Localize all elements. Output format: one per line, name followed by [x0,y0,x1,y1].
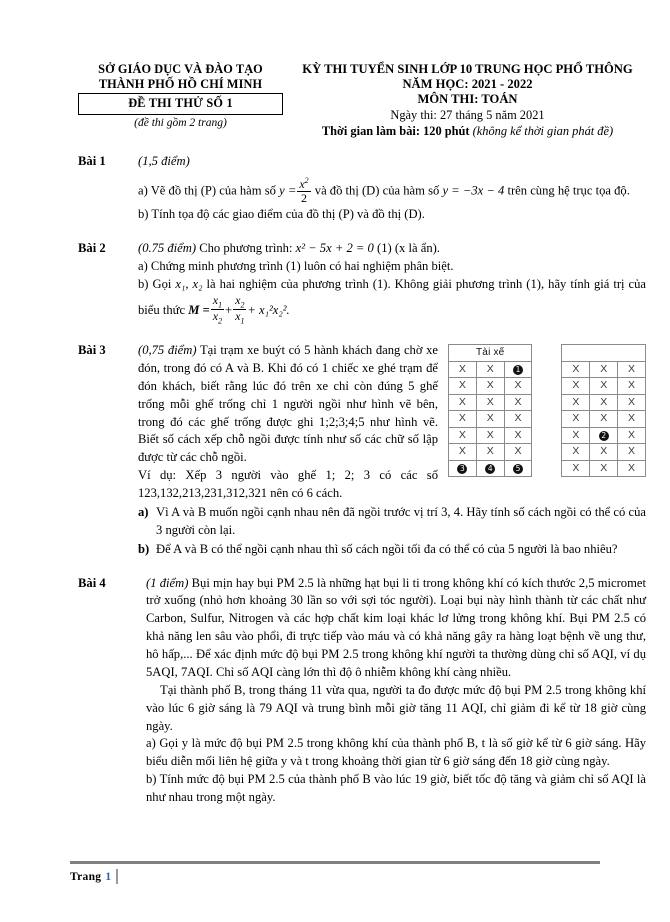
exam-duration-note: (không kể thời gian phát đề) [472,124,614,139]
seat-left-r1c2: X [476,361,504,378]
seatmap-aisle-cell [532,378,562,395]
driver-label-cell: Tài xế [449,345,532,362]
seat-left-r5c2: X [476,427,504,444]
problem-bai3-subquestions [138,504,646,559]
seatmap-aisle-cell [532,460,562,477]
bai3-sub-b-text: Để A và B có thể ngồi cạnh nhau thì số cách ngồi tối đa có thể có của 5 người là bao nhiêu? [156,541,618,556]
seat-right-r3c3: X [618,394,646,411]
seat-left-r3c3: X [504,394,532,411]
problem-bai4-paragraph-2: Tại thành phố B, trong tháng 11 vừa qua, người ta đo được mức độ bụi PM 2.5 trong không khí vào lúc 6 giờ sáng là 79 AQI và trung bình mỗi giờ tăng 11 AQI, chỉ giảm đi kể từ 18 giờ cùng ngày. [146,682,646,733]
seatmap-row [449,378,646,395]
bai2-b-tail: + x₁²x₂². [247,302,290,317]
bai2-b-pre: b) Gọi [138,276,172,291]
exam-date: Ngày thi: 27 tháng 5 năm 2021 [390,108,545,123]
bai2-b-fraction-1-numerator: $x_1$ [212,292,223,310]
exam-code-box: ĐỀ THI THỬ SỐ 1 [78,93,283,115]
footer-content [70,869,610,884]
seatmap-row [449,444,646,461]
problem-bai4 [78,575,646,807]
seat-right-r6c1: X [562,444,590,461]
bai1-a-mid: và đồ thị (D) của hàm số [314,183,440,198]
problem-bai2-part-a: a) Chứng minh phương trình (1) luôn có hai nghiệm phân biệt. [138,258,454,273]
seat-number-3: 3 [457,464,467,474]
seat-left-r7c3 [504,460,532,477]
seat-right-r5c2 [590,427,618,444]
problem-bai1-part-a [138,177,646,204]
problem-bai1-part-b: b) Tính tọa độ các giao điểm của đồ thị (P) và đồ thị (D). [138,207,425,222]
seat-right-r4c1: X [562,411,590,428]
seatmap-top-right-empty [562,345,646,362]
seat-number-2: 2 [599,431,609,441]
seat-left-r6c3: X [504,444,532,461]
seat-left-r4c1: X [449,411,477,428]
bai4-p1-text: Bụi mịn hay bụi PM 2.5 là những hạt bụi li ti trong không khí có kích thước 2,5 micromet trở xuống (nhỏ hơn khoảng 30 lần so với sợi tóc người). Loại bụi này hình thành từ các chất như Carbon, Sulfur, Nitrogen và các hợp chất kim loại khác lơ lửng trong không khí. Bụi PM 2.5 có khả năng len sâu vào phổi, đi trực tiếp vào máu và có khả năng gây ra hàng loạt bệnh về ung thư, hô hấp,... Để xác định mức độ bụi PM 2.5 trong không khí người ta thường dùng chỉ số AQI, ví dụ 5AQI, 7AQI. Chỉ số AQI càng lớn thì độ ô nhiễm không khí càng nhiều. [146,575,646,679]
seat-left-r6c1: X [449,444,477,461]
seatmap-row [449,427,646,444]
bai3-sub-b-marker: b) [138,541,150,556]
seat-left-r7c2 [476,460,504,477]
seat-left-r5c1: X [449,427,477,444]
page-count-note: (đề thi gồm 2 trang) [134,116,227,129]
seat-left-r2c3: X [504,378,532,395]
department-line-2: THÀNH PHỐ HỒ CHÍ MINH [98,76,263,91]
page-footer [70,861,610,884]
problem-bai4-body [146,575,646,807]
bai2-b-fraction-2-numerator: $x_2$ [235,292,245,310]
bai1-a-fraction-denominator: 2 [300,190,307,205]
seat-right-r5c1: X [562,427,590,444]
seatmap-header-row [449,345,646,362]
seat-left-r4c2: X [476,411,504,428]
bai3-intro-text: Tại trạm xe buýt có 5 hành khách đang chờ xe đón, trong đó có A và B. Khi đó có 1 chiếc xe ghé trạm để đón khách, biết rằng lúc đó trên xe chỉ còn đúng 5 ghế trống mỗi ghế trống chỉ 1 người ngồi như hình vẽ bên, trong đó các ghế trống được ghi 1;2;3;4;5 như hình vẽ. Biết số cách xếp chỗ ngồi được tính như số các chữ số lập được từ các chỗ ngồi. [138,343,438,465]
seat-left-r3c1: X [449,394,477,411]
seat-right-r7c2: X [590,460,618,477]
seatmap-aisle-cell [532,361,562,378]
footer-divider [70,861,600,864]
seat-right-r3c1: X [562,394,590,411]
seat-left-r3c2: X [476,394,504,411]
document-header [0,0,670,139]
problem-bai2-points: (0.75 điểm) [138,241,197,256]
seat-right-r2c3: X [618,378,646,395]
problem-bai4-label: Bài 4 [78,575,106,590]
exam-content [0,153,670,807]
seat-right-r7c3: X [618,460,646,477]
problem-bai3-example: Ví dụ: Xếp 3 người vào ghế 1; 2; 3 có các số 123,132,213,231,312,321 nên có 6 cách. [138,468,438,501]
seatmap-row [449,411,646,428]
seat-left-r6c2: X [476,444,504,461]
problem-bai4-part-a: a) Gọi y là mức độ bụi PM 2.5 trong không khí của thành phố B, t là số giờ kể từ 6 giờ sáng. Hãy biểu diễn mối liên hệ giữa y và t trong khoảng thời gian từ 6 giờ sáng đến 18 giờ cùng ngày. [146,736,646,769]
problem-bai4-points: (1 điểm) [146,575,189,590]
bai2-b-fraction-2 [233,294,246,326]
bai2-b-fraction-1 [211,294,224,326]
seat-left-r5c3: X [504,427,532,444]
seatmap-row [449,460,646,477]
problem-bai1-body [138,153,646,224]
seat-right-r3c2: X [590,394,618,411]
seat-right-r2c2: X [590,378,618,395]
bai1-a-post: trên cùng hệ trục tọa độ. [507,183,630,198]
seat-right-r7c1: X [562,460,590,477]
bai1-a-eq1-lhs: y = [279,183,297,198]
seatmap-row [449,361,646,378]
header-left-block [78,62,283,130]
seat-right-r1c3: X [618,361,646,378]
bai1-a-pre: a) Vẽ đồ thị (P) của hàm số [138,183,276,198]
seatmap-aisle-cell [532,444,562,461]
problem-bai4-part-b: b) Tính mức độ bụi PM 2.5 của thành phố B vào lúc 19 giờ, biết tốc độ tăng và giảm chỉ số AQI là như nhau trong một ngày. [146,772,646,805]
seatmap-aisle-cell [532,411,562,428]
seat-number-5: 5 [513,464,523,474]
department-line-1: SỞ GIÁO DỤC VÀ ĐÀO TẠO [98,62,263,76]
seat-left-r2c1: X [449,378,477,395]
seat-number-4: 4 [485,464,495,474]
bai2-intro-post: (1) (x là ẩn). [377,241,440,256]
bai1-a-eq2: y = −3x − 4 [442,183,505,198]
problem-bai3-label: Bài 3 [78,343,106,358]
seat-right-r4c2: X [590,411,618,428]
bai2-b-M-label: M = [188,302,210,317]
problem-bai3-body [138,342,646,559]
seat-right-r1c1: X [562,361,590,378]
exam-duration [289,124,646,139]
problem-bai4-paragraph-1 [146,575,646,682]
text-cursor [116,869,118,884]
bai2-b-mid: là hai nghiệm của phương trình (1). Không giải phương trình (1), hãy tính giá trị của biểu thức [138,276,647,317]
bus-seat-diagram [448,344,646,477]
bai3-sub-a-marker: a) [138,504,149,519]
seatmap-aisle-cell [532,394,562,411]
seat-right-r2c1: X [562,378,590,395]
problem-bai1-label: Bài 1 [78,154,106,169]
exam-duration-bold: Thời gian làm bài: 120 phút [321,124,470,139]
problem-bai2-body [138,240,646,326]
bai3-sub-a-text: Vì A và B muốn ngồi cạnh nhau nên đã ngồi trước vị trí 3, 4. Hãy tính số cách ngồi có thể có của 3 người còn lại. [156,504,646,537]
subject-line: MÔN THI: TOÁN [417,92,518,107]
problem-bai1-points: (1,5 điểm) [138,154,190,169]
seatmap-row [449,394,646,411]
seat-right-r5c3: X [618,427,646,444]
seat-left-r2c2: X [476,378,504,395]
bai2-b-fraction-2-denominator: $x_1$ [235,309,245,326]
header-right-block [289,62,646,139]
problem-bai2-part-b: b) Gọi x₁, x₂ là hai nghiệm của phương trình (1). Không giải phương trình (1), hãy tính giá trị của biểu thức M = $\frac{x_1}{x_2}$ + $\frac{x_2}{x_1}$ + x₁²x₂². [138,276,647,326]
bai1-a-fraction-numerator: $x^2$ [299,175,309,191]
bai3-subquestion-a [138,504,646,540]
bai2-intro-pre: Cho phương trình: [199,241,293,256]
seat-left-r4c3: X [504,411,532,428]
bai2-intro-equation: x² − 5x + 2 = 0 [295,241,374,256]
problem-bai3 [78,342,646,559]
problem-bai1 [78,153,646,224]
seat-left-r1c3 [504,361,532,378]
bai2-b-fraction-1-denominator: $x_2$ [212,309,223,326]
seatmap-aisle-cell [532,345,562,362]
problem-bai3-points: (0,75 điểm) [138,343,197,358]
problem-bai2 [78,240,646,326]
seatmap-aisle-cell [532,427,562,444]
footer-page-number: 1 [105,870,112,883]
seat-right-r6c3: X [618,444,646,461]
seat-right-r1c2: X [590,361,618,378]
bai1-a-fraction [297,177,310,204]
bai3-subquestion-b [138,541,646,559]
school-year: NĂM HỌC: 2021 - 2022 [402,77,533,92]
seat-right-r6c2: X [590,444,618,461]
seat-left-r7c1 [449,460,477,477]
problem-bai2-label: Bài 2 [78,241,106,256]
problem-bai2-intro [138,240,646,258]
footer-page-label: Trang [70,870,102,883]
seat-right-r4c3: X [618,411,646,428]
seat-left-r1c1: X [449,361,477,378]
bai2-b-variables: x₁, x₂ [175,276,203,291]
exam-title: KỲ THI TUYỂN SINH LỚP 10 TRUNG HỌC PHỔ THÔNG [302,62,633,76]
seat-number-1: 1 [513,365,523,375]
